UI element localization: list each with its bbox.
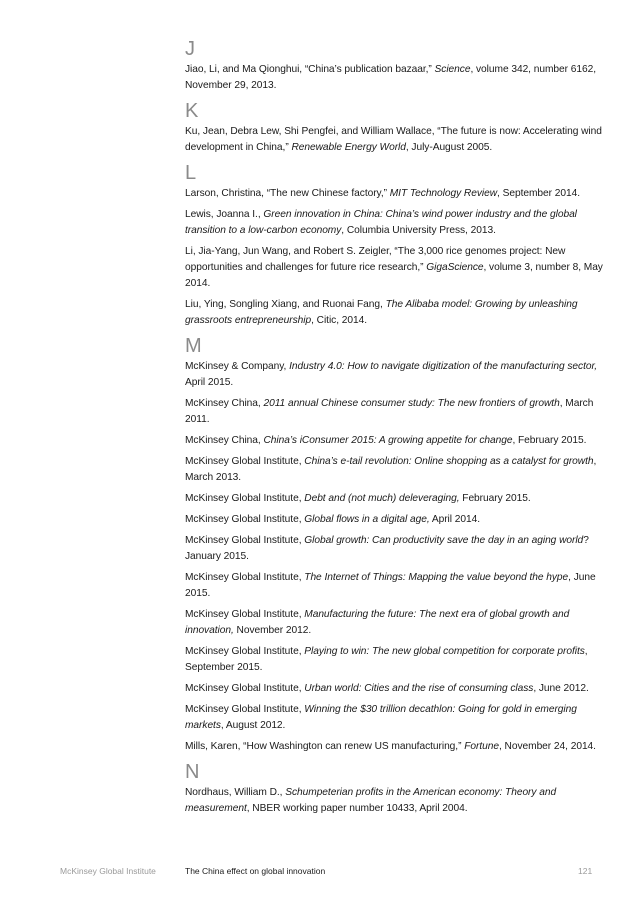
reference-text: McKinsey Global Institute, <box>185 572 305 583</box>
section-letter: N <box>185 761 200 783</box>
reference-text: Ku, Jean, Debra Lew, Shi Pengfei, and William Wallace, “The future is now: Accelerating wind development in China,” <box>185 126 602 153</box>
reference-text: McKinsey Global Institute, <box>185 646 305 657</box>
reference-text: McKinsey China, <box>185 435 264 446</box>
footer-publisher: McKinsey Global Institute <box>60 866 156 876</box>
reference-text: April 2014. <box>429 514 480 525</box>
reference-entry <box>185 207 605 239</box>
bibliography-section-n <box>185 761 605 817</box>
reference-text: McKinsey Global Institute, <box>185 704 305 715</box>
reference-text: McKinsey & Company, <box>185 361 290 372</box>
reference-text: ? January 2015. <box>185 535 589 562</box>
reference-entry <box>185 244 605 292</box>
reference-entry <box>185 681 605 697</box>
reference-text: , September 2015. <box>185 646 588 673</box>
reference-title: Green innovation in China: China’s wind power industry and the global transition to a low-carbon economy <box>185 209 577 236</box>
reference-text: Mills, Karen, “How Washington can renew US manufacturing,” <box>185 741 465 752</box>
reference-text: McKinsey Global Institute, <box>185 514 305 525</box>
reference-entry <box>185 491 605 507</box>
reference-title: MIT Technology Review <box>389 188 498 199</box>
reference-entry <box>185 396 605 428</box>
reference-text: McKinsey Global Institute, <box>185 609 305 620</box>
reference-title: China’s iConsumer 2015: A growing appetite for change <box>263 435 513 446</box>
bibliography-section-l <box>185 162 605 329</box>
reference-title: Renewable Energy World <box>291 142 406 153</box>
reference-entry <box>185 433 605 449</box>
reference-text: , March 2013. <box>185 456 597 483</box>
reference-text: April 2015. <box>185 377 234 388</box>
reference-entry <box>185 607 605 639</box>
reference-text: , Citic, 2014. <box>311 315 368 326</box>
reference-entry <box>185 454 605 486</box>
reference-title: The Alibaba model: Growing by unleashing grassroots entrepreneurship <box>185 299 578 326</box>
reference-text: February 2015. <box>459 493 531 504</box>
reference-title: China’s e-tail revolution: Online shopping as a catalyst for growth <box>304 456 594 467</box>
reference-title: Manufacturing the future: The next era of global growth and innovation, <box>185 609 570 636</box>
reference-text: , June 2012. <box>533 683 589 694</box>
reference-entry <box>185 570 605 602</box>
bibliography-section-m <box>185 335 605 755</box>
bibliography <box>185 38 605 823</box>
reference-text: November 2012. <box>233 625 312 636</box>
page-number: 121 <box>578 866 593 876</box>
reference-entry <box>185 186 605 202</box>
reference-entry <box>185 297 605 329</box>
reference-text: , Columbia University Press, 2013. <box>341 225 496 236</box>
reference-text: McKinsey Global Institute, <box>185 535 305 546</box>
reference-title: The Internet of Things: Mapping the value beyond the hype <box>304 572 569 583</box>
reference-entry <box>185 702 605 734</box>
reference-text: , June 2015. <box>185 572 596 599</box>
reference-text: , November 24, 2014. <box>498 741 596 752</box>
reference-title: Industry 4.0: How to navigate digitization of the manufacturing sector, <box>289 361 598 372</box>
reference-text: Lewis, Joanna I., <box>185 209 264 220</box>
reference-text: , NBER working paper number 10433, April 2004. <box>246 803 468 814</box>
reference-entry <box>185 512 605 528</box>
reference-text: , volume 342, number 6162, November 29, 2013. <box>185 64 597 91</box>
reference-title: Schumpeterian profits in the American economy: Theory and measurement <box>185 787 557 814</box>
reference-title: GigaScience <box>426 262 484 273</box>
reference-text: McKinsey Global Institute, <box>185 493 305 504</box>
reference-title: Global flows in a digital age, <box>304 514 430 525</box>
reference-text: , July-August 2005. <box>405 142 493 153</box>
reference-title: Global growth: Can productivity save the day in an aging world <box>304 535 584 546</box>
bibliography-section-k <box>185 100 605 156</box>
reference-text: McKinsey Global Institute, <box>185 456 305 467</box>
section-letter: L <box>185 162 197 184</box>
section-letter: M <box>185 335 202 357</box>
reference-entry <box>185 359 605 391</box>
reference-text: , August 2012. <box>220 720 286 731</box>
reference-text: Larson, Christina, “The new Chinese factory,” <box>185 188 390 199</box>
reference-text: Li, Jia-Yang, Jun Wang, and Robert S. Zeigler, “The 3,000 rice genomes project: New opportunities and challenges for future rice research,” <box>185 246 566 273</box>
section-letter: J <box>185 38 195 60</box>
reference-entry <box>185 644 605 676</box>
reference-entry <box>185 533 605 565</box>
reference-title: 2011 annual Chinese consumer study: The new frontiers of growth <box>263 398 560 409</box>
reference-text: , volume 3, number 8, May 2014. <box>185 262 603 289</box>
reference-text: Liu, Ying, Songling Xiang, and Ruonai Fang, <box>185 299 386 310</box>
reference-text: McKinsey Global Institute, <box>185 683 305 694</box>
reference-title: Urban world: Cities and the rise of consuming class <box>304 683 534 694</box>
reference-text: Jiao, Li, and Ma Qionghui, “China’s publication bazaar,” <box>185 64 435 75</box>
reference-text: , March 2011. <box>185 398 594 425</box>
reference-title: Playing to win: The new global competition for corporate profits <box>304 646 585 657</box>
reference-title: Science <box>434 64 471 75</box>
reference-title: Debt and (not much) deleveraging, <box>304 493 460 504</box>
reference-entry <box>185 785 605 817</box>
section-letter: K <box>185 100 199 122</box>
reference-title: Fortune <box>464 741 499 752</box>
reference-entry <box>185 124 605 156</box>
reference-entry <box>185 739 605 755</box>
reference-entry <box>185 62 605 94</box>
reference-text: Nordhaus, William D., <box>185 787 286 798</box>
reference-text: , February 2015. <box>512 435 587 446</box>
footer-report-title: The China effect on global innovation <box>185 866 326 876</box>
reference-text: , September 2014. <box>497 188 581 199</box>
bibliography-section-j <box>185 38 605 94</box>
reference-title: Winning the $30 trillion decathlon: Going for gold in emerging markets <box>185 704 577 731</box>
reference-text: McKinsey China, <box>185 398 264 409</box>
